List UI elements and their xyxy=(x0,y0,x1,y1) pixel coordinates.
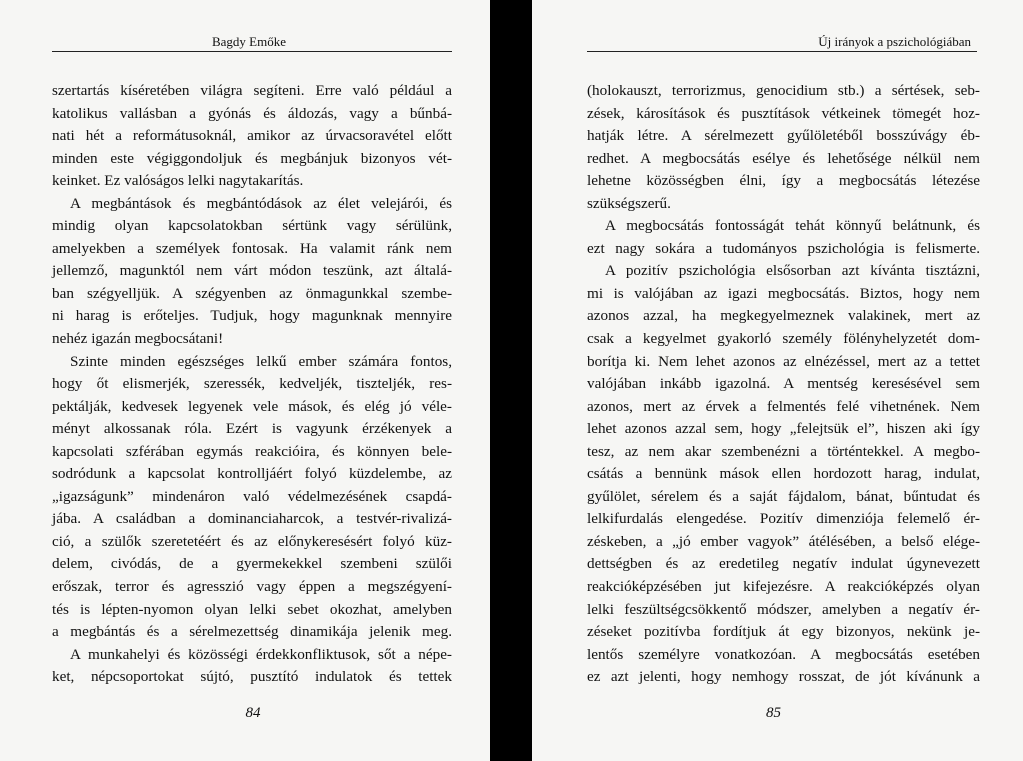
text-line: azonos, mert az érvek a felmentés felé vihetnének. Nem xyxy=(587,397,980,415)
text-line: jába. A családban a dominanciaharcok, a testvér-rivalizá- xyxy=(52,510,452,528)
text-line: valójában inkább igazolná. A mentség keresésével sem xyxy=(587,375,980,393)
text-line: minden este végiggondoljuk és megbánjuk bizonyos vét- xyxy=(52,149,452,167)
text-line: delem, civódás, de a gyermekekkel szembeni szülői xyxy=(52,555,452,573)
text-line: zéseket pozitívba fordítjuk át egy bizonyos, nekünk je- xyxy=(587,623,980,641)
text-line: „igazságunk” mindenáron való védelmezésének csapdá- xyxy=(52,487,452,505)
text-line: tés is lépten-nyomon olyan lelki sebet okozhat, amelyben xyxy=(52,600,452,618)
page-number: 85 xyxy=(766,705,781,721)
text-line: ezt nagy sokára a tudományos pszichológia is felismerte. xyxy=(587,239,980,257)
book-gutter xyxy=(490,0,532,761)
text-line: mindig olyan kapcsolatokban sértünk vagy sérülünk, xyxy=(52,217,452,235)
text-line: jellemző, magunktól nem várt módon teszünk, azt általá- xyxy=(52,262,452,280)
text-line: ban szégyelljük. A szégyenben az önmagunkkal szembe- xyxy=(52,284,452,302)
running-head-title: Új irányok a pszichológiában xyxy=(818,34,971,49)
right-body-text xyxy=(587,80,980,689)
text-line: A megbántások és megbántódások az élet velejárói, és xyxy=(70,194,452,212)
text-line: zések, károsítások és pusztítások vétkeinek tömegét hoz- xyxy=(587,104,980,122)
text-line: mi is valójában az igazi megbocsátás. Biztos, hogy nem xyxy=(587,284,980,302)
left-body-text xyxy=(52,80,452,689)
text-line: ció, a szülők szeretetéért és az előnykeresésért folyó küz- xyxy=(52,532,452,550)
text-line: dettségben és az eredetileg negatív indulat úgynevezett xyxy=(587,555,980,573)
text-line: sodródunk a kapcsolat kontrolljáért folyó küzdelembe, az xyxy=(52,465,452,483)
header-rule xyxy=(52,51,452,52)
text-line: lelki feszültségcsökkentő módszer, amelyben a negatív ér- xyxy=(587,600,980,618)
text-line: tesz, az nem akar szembenézni a történtekkel. A megbo- xyxy=(587,442,980,460)
text-line: pektálják, kedvesek legyenek vele mások, és elég jó véle- xyxy=(52,397,452,415)
text-line: ez azt jelenti, hogy nemhogy rosszat, de jót kívánunk a xyxy=(587,668,980,686)
text-line: hatják létre. A sérelmezett gyűlöletéből bosszúvágy éb- xyxy=(587,127,980,145)
text-line: lehet azonos azzal sem, hogy „felejtsük el”, hiszen aki így xyxy=(587,420,980,438)
text-line: A megbocsátás fontosságát tehát könnyű belátnunk, és xyxy=(605,217,980,235)
text-line: ményt alkossanak róla. Ezért is vagyunk érzékenyek a xyxy=(52,420,452,438)
page-number: 84 xyxy=(245,705,261,721)
text-line: reakcióképzésében jut kifejezésre. A reakcióképzés olyan xyxy=(587,578,980,596)
text-line: hogy őt elismerjék, szeressék, kedveljék, tiszteljék, res- xyxy=(52,375,452,393)
text-line: ni harag is erőteljes. Tudjuk, hogy magunknak mennyire xyxy=(52,307,452,325)
text-line: katolikus vallásban a gyónás és áldozás, vagy a bűnbá- xyxy=(52,104,452,122)
text-line: nehéz igazán megbocsátani! xyxy=(52,330,224,348)
text-line: csak a kegyelmet gyakorló személy fölényhelyzetét dom- xyxy=(587,330,980,348)
text-line: csátás a bennünk mások ellen hordozott harag, indulat, xyxy=(587,465,980,483)
text-line: zéskeben, a „jó ember vagyok” átélésében, a belső elége- xyxy=(587,532,980,550)
text-line: lehetne közösségben élni, így a megbocsátás létezése xyxy=(587,172,980,190)
text-line: azonos azzal, ha megkegyelmeznek valakinek, mert az xyxy=(587,307,980,325)
text-line: szükségszerű. xyxy=(587,194,671,212)
text-line: kapcsolati szférában egymás reakcióira, és könnyen bele- xyxy=(52,442,452,460)
right-page xyxy=(532,0,1023,761)
text-line: Szinte minden egészséges lelkű ember számára fontos, xyxy=(70,352,452,370)
text-line: ket, népcsoportokat sújtó, pusztító indulatok és tettek xyxy=(52,668,452,686)
header-rule xyxy=(587,51,977,52)
text-line: redhet. A megbocsátás esélye és lehetősége nélkül nem xyxy=(587,149,980,167)
text-line: szertartás kíséretében világra segíteni. Erre való például a xyxy=(52,82,452,99)
text-line: (holokauszt, terrorizmus, genocidium stb.) a sértések, seb- xyxy=(587,82,980,99)
left-page xyxy=(0,0,490,761)
text-line: lelkifurdalás elengedése. Pozitív dimenziója felemelő ér- xyxy=(587,510,980,528)
text-line: gyűlölet, sérelem és a saját fájdalom, bánat, bűntudat és xyxy=(587,487,980,505)
text-line: nati hét a reformátusoknál, amikor az úrvacsoravétel előtt xyxy=(52,127,452,145)
text-line: lentős személyre vonatkozóan. A megbocsátás esetében xyxy=(587,645,980,663)
text-line: borítja ki. Nem lehet azonos az elnézéssel, mert az a tettet xyxy=(587,352,980,370)
text-line: a megbántás és a sérelmezettség dinamikája jelenik meg. xyxy=(52,623,452,641)
running-head-author: Bagdy Emőke xyxy=(211,34,286,49)
text-line: amelyekben a személyek fontosak. Ha valamit ránk nem xyxy=(52,239,452,257)
text-line: A munkahelyi és közösségi érdekkonfliktusok, sőt a népe- xyxy=(70,645,452,663)
text-line: keinket. Ez valóságos lelki nagytakarítás. xyxy=(52,172,304,190)
text-line: erőszak, terror és agresszió vagy éppen a megszégyení- xyxy=(52,578,452,596)
text-line: A pozitív pszichológia elsősorban azt kívánta tisztázni, xyxy=(605,262,980,280)
